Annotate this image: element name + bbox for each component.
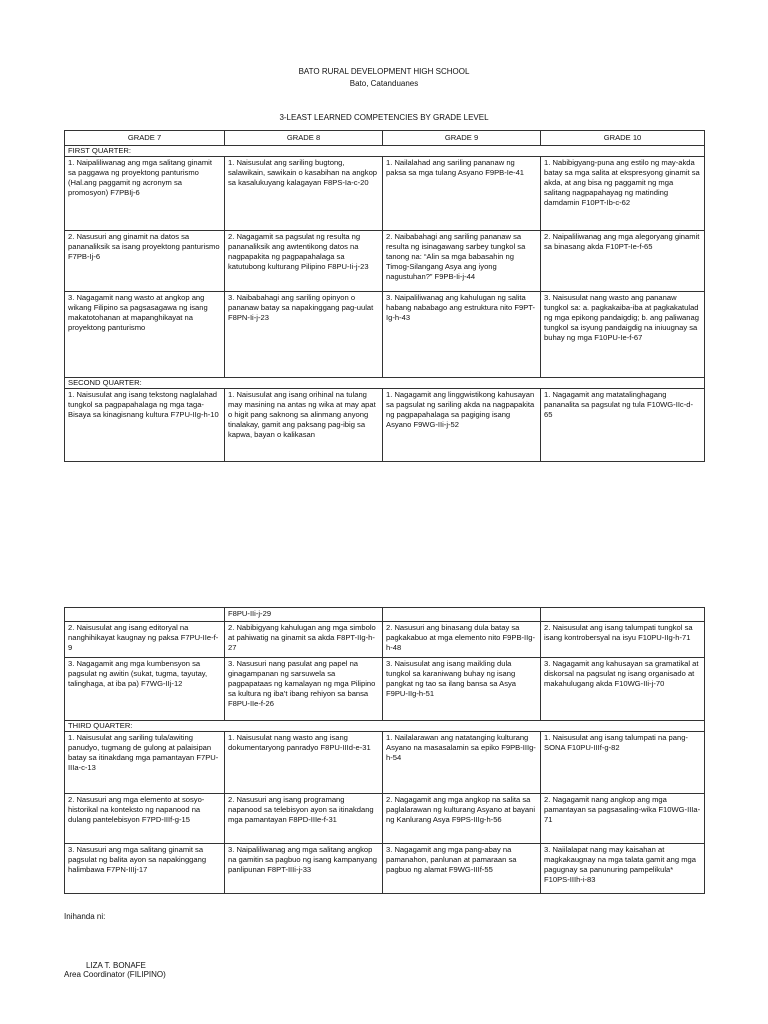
table-cell: 3. Nasusuri nang pasulat ang papel na ginagampanan ng sarsuwela sa pagpapataas ng kamalayan ng mga Pilipino sa kultura ng iba’t ibang rehiyon sa bansa F8PU-IIe-f-26 — [225, 658, 383, 721]
column-header-grade-8: GRADE 8 — [225, 131, 383, 146]
table-cell: 2. Nagagamit nang angkop ang mga pamantayan sa pagsasaling-wika F10WG-IIIa-71 — [541, 794, 705, 844]
table-cell: 3. Naisusulat ang isang maikling dula tungkol sa karaniwang buhay ng isang pangkat ng tao sa ilang bansa sa Asya F9PU-IIg-h-51 — [383, 658, 541, 721]
table-cell: 2. Nasusuri ang isang programang napanood sa telebisyon ayon sa itinakdang mga pamantayan F8PD-IIIe-f-31 — [225, 794, 383, 844]
table-row — [65, 658, 705, 721]
school-address: Bato, Catanduanes — [349, 79, 419, 88]
table-row — [65, 292, 705, 378]
quarter-label-second: SECOND QUARTER: — [65, 378, 705, 389]
table-cell: 1. Naisusulat ang isang tekstong naglalahad tungkol sa pagpapahalaga ng mga taga-Bisaya sa kinagisnang kultura F7PU-IIg-h-10 — [65, 389, 225, 462]
table-cell: 2. Naisusulat ang isang editoryal na nanghihikayat kaugnay ng paksa F7PU-IIe-f-9 — [65, 622, 225, 658]
table-cell: 2. Nasusuri ang ginamit na datos sa pananaliksik sa isang proyektong panturismo F7PB-Ij-6 — [65, 231, 225, 292]
table-cell: 1. Naipaliliwanag ang mga salitang ginamit sa paggawa ng proyektong panturismo (Hal.ang paggamit ng acronym sa promosyon) F7PBIj-6 — [65, 157, 225, 231]
column-header-grade-9: GRADE 9 — [383, 131, 541, 146]
table-cell: 2. Naipaliliwanag ang mga alegoryang ginamit sa binasang akda F10PT-Ie-f-65 — [541, 231, 705, 292]
table-row — [65, 231, 705, 292]
table-cell: 3. Nasusuri ang mga salitang ginamit sa pagsulat ng balita ayon sa napakinggang halimbawa F7PN-IIIj-17 — [65, 844, 225, 894]
table-cell: F8PU-IIi-j-29 — [225, 608, 383, 622]
table-cell: 3. Nagagamit nang wasto at angkop ang wikang Filipino sa pagsasagawa ng isang makatotohanan at mapanghikayat na proyektong panturismo — [65, 292, 225, 378]
table-cell — [383, 608, 541, 622]
table-cell: 1. Nagagamit ang linggwistikong kahusayan sa pagsulat ng sariling akda na nagpapakita ng pagpapahalaga sa pagiging isang Asyano F9WG-IIi-j-52 — [383, 389, 541, 462]
school-name: BATO RURAL DEVELOPMENT HIGH SCHOOL — [298, 67, 470, 76]
quarter-row-second — [65, 378, 705, 389]
signatory-name: LIZA T. BONAFE — [86, 961, 146, 970]
signatory-role: Area Coordinator (FILIPINO) — [64, 970, 166, 979]
table-cell: 1. Nailalarawan ang natatanging kulturang Asyano na masasalamin sa epiko F9PB-IIIg-h-54 — [383, 732, 541, 794]
table-row — [65, 794, 705, 844]
competencies-table-page-2 — [64, 607, 705, 894]
quarter-row-first — [65, 146, 705, 157]
table-cell: 2. Nabibigyang kahulugan ang mga simbolo at pahiwatig na ginamit sa akda F8PT-IIg-h-27 — [225, 622, 383, 658]
table-cell — [541, 608, 705, 622]
table-cell: 2. Nasusuri ang binasang dula batay sa pagkakabuo at mga elemento nito F9PB-IIg-h-48 — [383, 622, 541, 658]
table-cell: 3. Naibabahagi ang sariling opinyon o pananaw batay sa napakinggang pag-uulat F8PN-Ii-j-23 — [225, 292, 383, 378]
table-row — [65, 389, 705, 462]
table-cell: 2. Naibabahagi ang sariling pananaw sa resulta ng isinagawang sarbey tungkol sa tanong na: “Alin sa mga babasahin ng Timog-Silangang Asya ang iyong nagustuhan?” F9PB-Ii-j-44 — [383, 231, 541, 292]
table-cell: 3. Naiilalapat nang may kaisahan at magkakaugnay na mga talata gamit ang mga pagugnay sa panunuring pampelikula* F10PS-IIIh-i-83 — [541, 844, 705, 894]
table-cell: 3. Nagagamit ang kahusayan sa gramatikal at diskorsal na pagsulat ng isang organisado at makahulugang akda F10WG-IIi-j-70 — [541, 658, 705, 721]
prepared-by-label: Inihanda ni: — [64, 912, 106, 921]
table-cell: 3. Nagagamit ang mga kumbensyon sa pagsulat ng awitin (sukat, tugma, tayutay, talinghaga, at iba pa) F7WG-IIj-12 — [65, 658, 225, 721]
table-cell — [65, 608, 225, 622]
table-cell: 1. Nailalahad ang sariling pananaw ng paksa sa mga tulang Asyano F9PB-Ie-41 — [383, 157, 541, 231]
table-cell: 2. Nagagamit sa pagsulat ng resulta ng pananaliksik ang awtentikong datos na nagpapakita ng pagpapahalaga sa katutubong kulturang Pilipino F8PU-Ii-j-23 — [225, 231, 383, 292]
table-cell: 3. Nagagamit ang mga pang-abay na pamanahon, panlunan at pamaraan sa pagbuo ng alamat F9WG-IIIf-55 — [383, 844, 541, 894]
table-cell: 3. Naipaliliwanag ang kahulugan ng salita habang nababago ang estruktura nito F9PT-Ig-h-43 — [383, 292, 541, 378]
table-row — [65, 732, 705, 794]
table-cell: 1. Naisusulat ang isang orihinal na tulang may masining na antas ng wika at may apat o higit pang saknong sa alinmang anyong tinalakay, gamit ang paksang pag-ibig sa kapwa, bayan o kalikasan — [225, 389, 383, 462]
table-cell: 3. Naipaliliwanag ang mga salitang angkop na gamitin sa pagbuo ng isang kampanyang panlipunan F8PT-IIIi-j-33 — [225, 844, 383, 894]
table-row — [65, 157, 705, 231]
table-cell: 2. Nagagamit ang mga angkop na salita sa paglalarawan ng kulturang Asyano at bayani ng Kanlurang Asya F9PS-IIIg-h-56 — [383, 794, 541, 844]
table-cell: 1. Nagagamit ang matatalinghagang pananalita sa pagsulat ng tula F10WG-IIc-d-65 — [541, 389, 705, 462]
column-header-grade-10: GRADE 10 — [541, 131, 705, 146]
document-title: 3-LEAST LEARNED COMPETENCIES BY GRADE LEVEL — [279, 113, 489, 122]
table-cell: 2. Naisusulat ang isang talumpati tungkol sa isang kontrobersyal na isyu F10PU-IIg-h-71 — [541, 622, 705, 658]
table-cell: 1. Naisusulat ang sariling bugtong, salawikain, sawikain o kasabihan na angkop sa kasalukuyang kalagayan F8PS-Ia-c-20 — [225, 157, 383, 231]
quarter-row-third — [65, 721, 705, 732]
table-cell: 3. Naisusulat nang wasto ang pananaw tungkol sa: a. pagkakaiba-iba at pagkakatulad ng mga epikong pandaigdig; b. ang paliwanag tungkol sa isyung pandaigdig na iniuugnay sa buhay ng mga F10PU-Ie-f-67 — [541, 292, 705, 378]
table-cell: 1. Naisusulat nang wasto ang isang dokumentaryong panradyo F8PU-IIId-e-31 — [225, 732, 383, 794]
table-cell: 1. Naisusulat ang isang talumpati na pang-SONA F10PU-IIIf-g-82 — [541, 732, 705, 794]
table-row — [65, 622, 705, 658]
table-header-row — [65, 131, 705, 146]
competencies-table-page-1 — [64, 130, 705, 462]
table-cell: 2. Nasusuri ang mga elemento at sosyo-historikal na konteksto ng napanood na dulang pantelebisyon F7PD-IIIf-g-15 — [65, 794, 225, 844]
table-row — [65, 844, 705, 894]
table-cell: 1. Nabibigyang-puna ang estilo ng may-akda batay sa mga salita at ekspresyong ginamit sa akda, at ang bisa ng paggamit ng mga salitang nagpapahayag ng matinding damdamin F10PT-Ib-c-62 — [541, 157, 705, 231]
table-row-continuation — [65, 608, 705, 622]
table-cell: 1. Naisusulat ang sariling tula/awiting panudyo, tugmang de gulong at palaisipan batay sa itinakdang mga pamantayan F7PU-IIIa-c-13 — [65, 732, 225, 794]
quarter-label-first: FIRST QUARTER: — [65, 146, 705, 157]
column-header-grade-7: GRADE 7 — [65, 131, 225, 146]
quarter-label-third: THIRD QUARTER: — [65, 721, 705, 732]
